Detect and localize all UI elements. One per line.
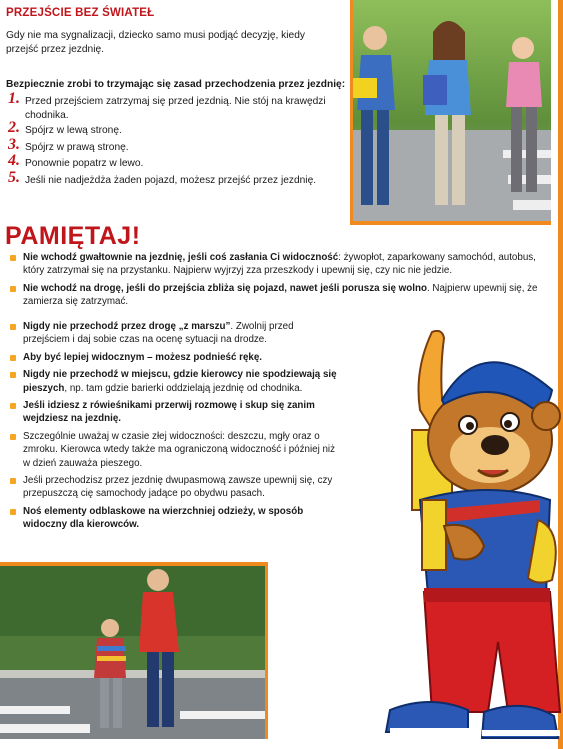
intro-text: Gdy nie ma sygnalizacji, dziecko samo musi podjąć decyzję, kiedy przejść przez jezdnię.	[6, 30, 305, 55]
tip-item: Jeśli przechodzisz przez jezdnię dwupasmową zawsze upewnij się, czy przepuszczą cię samochody jadące po obydwu pasach.	[6, 474, 342, 501]
children-crossing-photo	[350, 0, 551, 225]
tip-item: Nie wchodź na drogę, jeśli do przejścia zbliża się pojazd, nawet jeśli porusza się wolno. Najpierw upewnij się, że zamierza się zatrzymać.	[6, 282, 546, 309]
tip-item: Aby być lepiej widocznym – możesz podnieść rękę.	[6, 351, 342, 364]
tips-list-narrow	[6, 320, 342, 532]
parent-child-photo	[0, 562, 268, 739]
tip-item: Nie wchodź gwałtownie na jezdnię, jeśli coś zasłania Ci widoczność: żywopłot, zaparkowany samochód, autobus, który zatrzymał się na przystanku. Najpierw wyjrzyj zza przeszkody i upewnij się, czy nic nie jedzie.	[6, 251, 546, 278]
rule-item: 5. Jeśli nie nadjeżdża żaden pojazd, możesz przejść przez jezdnię.	[8, 168, 317, 186]
rules-lead: Bezpiecznie zrobi to trzymając się zasad przechodzenia przez jezdnię:	[6, 79, 346, 90]
tips-list	[6, 251, 546, 313]
tip-item: Jeśli idziesz z rówieśnikami przerwij rozmowę i skup się zanim wejdziesz na jezdnię.	[6, 399, 342, 426]
section-title: PRZEJŚCIE BEZ ŚWIATEŁ	[6, 7, 155, 19]
rule-item: 4. Ponownie popatrz w lewo.	[8, 152, 144, 169]
rule-item: 1. Przed przejściem zatrzymaj się przed jezdnią. Nie stój na krawędzi chodnika.	[8, 90, 326, 121]
bear-mascot	[350, 330, 563, 749]
rule-item: 3. Spójrz w prawą stronę.	[8, 135, 129, 153]
rules-list	[6, 90, 346, 187]
tip-item: Nigdy nie przechodź w miejscu, gdzie kierowcy nie spodziewają się pieszych, np. tam gdzie barierki oddzielają jezdnię od chodnika.	[6, 368, 342, 395]
remember-heading: PAMIĘTAJ!	[5, 222, 141, 250]
tip-item: Noś elementy odblaskowe na wierzchniej odzieży, w sposób widoczny dla kierowców.	[6, 505, 342, 532]
tip-item: Szczególnie uważaj w czasie złej widoczności: deszczu, mgły oraz o zmroku. Kierowca wtedy także ma ograniczoną widoczność i później niż w dzień zauważa pieszego.	[6, 430, 342, 470]
tip-item: Nigdy nie przechodź przez drogę „z marszu”. Zwolnij przed przejściem i daj sobie czas na ocenę sytuacji na drodze.	[6, 320, 342, 347]
rule-item: 2. Spójrz w lewą stronę.	[8, 119, 122, 136]
